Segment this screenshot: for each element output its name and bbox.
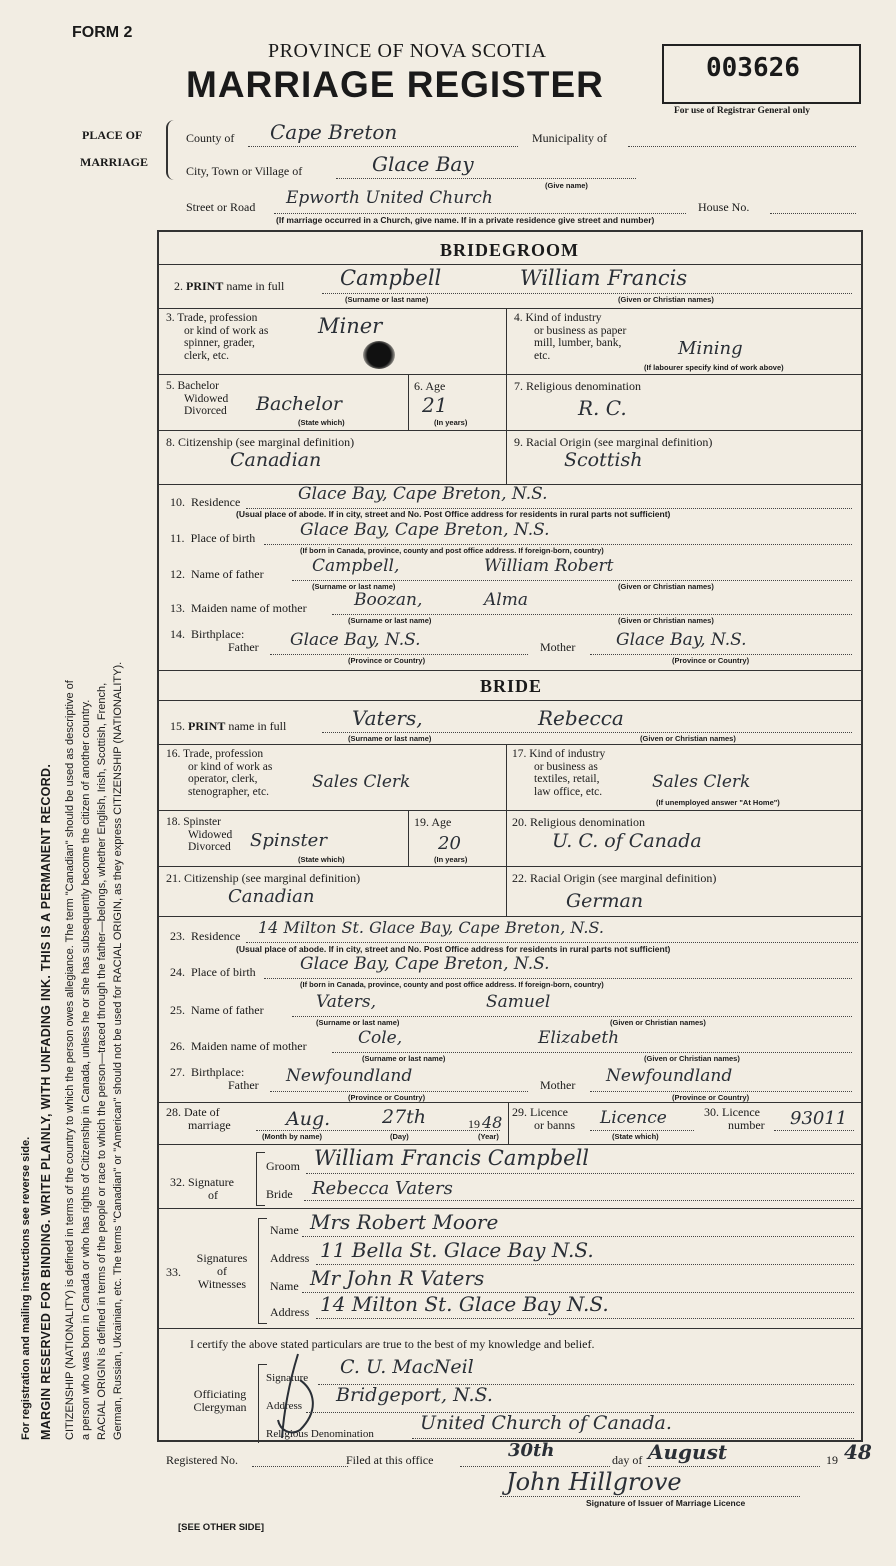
- groom-sign-label: Groom: [266, 1159, 300, 1173]
- groom-industry-caption: (If labourer specify kind of work above): [644, 363, 784, 372]
- groom-status-label: 5. Bachelor Widowed Divorced: [166, 380, 229, 417]
- bride-racial: German: [566, 890, 644, 912]
- signature-label: 32. Signature of: [170, 1175, 234, 1202]
- groom-given: William Francis: [520, 266, 688, 290]
- bride-given-caption: (Given or Christian names): [640, 734, 736, 743]
- marriage-month: Aug.: [286, 1108, 331, 1130]
- registered-label: Registered No.: [166, 1453, 238, 1467]
- groom-name-label: 2. PRINT name in full: [174, 279, 285, 293]
- groom-mother-surname: Boozan,: [354, 590, 423, 610]
- witness-label: Signatures of Witnesses: [196, 1251, 248, 1291]
- margin-line-1: For registration and mailing instructions see reverse side.: [20, 1136, 32, 1440]
- clergy-label: Officiating Clergyman: [193, 1387, 247, 1414]
- bride-given: Rebecca: [538, 706, 624, 730]
- bride-industry-label: 17. Kind of industry or business as textiles, retail, law office, etc.: [512, 748, 606, 798]
- marriage-year-prefix: 19: [468, 1117, 480, 1131]
- bridegroom-heading: BRIDEGROOM: [440, 240, 580, 260]
- clergy-address: Bridgeport, N.S.: [336, 1384, 493, 1406]
- groom-religion: R. C.: [578, 396, 627, 420]
- filed-day: 30th: [508, 1440, 555, 1461]
- bride-father-label: 25. Name of father: [170, 1003, 264, 1017]
- marriage-year: 48: [482, 1113, 503, 1132]
- w2-name: Mr John R Vaters: [310, 1266, 485, 1290]
- bride-citizenship-label: 21. Citizenship (see marginal definition): [166, 871, 361, 885]
- page-title: MARRIAGE REGISTER: [186, 64, 604, 105]
- see-other-side: [SEE OTHER SIDE]: [178, 1522, 265, 1533]
- groom-status: Bachelor: [256, 393, 343, 415]
- bride-name-label: 15. PRINT name in full: [170, 719, 287, 733]
- groom-father-label: 12. Name of father: [170, 567, 264, 581]
- date-label: 28. Date of marriage: [166, 1105, 231, 1132]
- groom-residence-label: 10. Residence: [170, 495, 241, 509]
- issuer-signature: John Hillgrove: [506, 1468, 682, 1496]
- street-caption: (If marriage occurred in a Church, give name. If in a private residence give street and number): [276, 215, 655, 225]
- bride-mother-surname-caption: (Surname or last name): [362, 1054, 446, 1063]
- groom-residence-caption: (Usual place of abode. If in city, street and No. Post Office address for residents in rural parts not sufficient): [236, 509, 671, 519]
- groom-age: 21: [422, 393, 448, 417]
- groom-racial: Scottish: [564, 449, 643, 471]
- bride-birthplace-caption: (If born in Canada, province, county and post office address. If foreign-born, country): [300, 980, 604, 989]
- licence-number-label: 30. Licence number: [704, 1105, 765, 1132]
- groom-citizenship: Canadian: [230, 449, 322, 471]
- place-of-label: PLACE OF: [82, 128, 143, 142]
- w2-address: 14 Milton St. Glace Bay N.S.: [320, 1292, 609, 1316]
- licence-label: 29. Licence or banns: [512, 1105, 575, 1132]
- county-label: County of: [186, 131, 235, 145]
- groom-trade-label: 3. Trade, profession or kind of work as spinner, grader, clerk, etc.: [166, 312, 269, 362]
- groom-racial-label: 9. Racial Origin (see marginal definition): [514, 435, 713, 449]
- groom-status-caption: (State which): [298, 418, 345, 427]
- bride-mother-given-caption: (Given or Christian names): [644, 1054, 740, 1063]
- bride-bp-mother-caption: (Province or Country): [672, 1093, 750, 1102]
- licence-caption: (State which): [612, 1132, 659, 1141]
- groom-father-given: William Robert: [484, 556, 614, 576]
- bride-signature: Rebecca Vaters: [312, 1178, 453, 1199]
- groom-mother-surname-caption: (Surname or last name): [348, 616, 432, 625]
- clergy-address-label: Address: [266, 1400, 303, 1412]
- day-caption: (Day): [390, 1132, 409, 1141]
- w1-address-label: Address: [270, 1251, 310, 1265]
- serial-number: 003626: [706, 53, 800, 83]
- bride-surname-caption: (Surname or last name): [348, 734, 432, 743]
- margin-instructions: [18, 240, 153, 1440]
- marriage-label: MARRIAGE: [80, 155, 148, 169]
- w1-name: Mrs Robert Moore: [310, 1210, 499, 1234]
- bride-sign-label: Bride: [266, 1187, 293, 1201]
- bride-surname: Vaters,: [352, 706, 423, 730]
- bride-age: 20: [438, 833, 461, 854]
- bride-mother-surname: Cole,: [358, 1028, 403, 1048]
- groom-father-given-caption: (Given or Christian names): [618, 582, 714, 591]
- bride-bp-mother-label: Mother: [540, 1078, 576, 1092]
- bride-status-label: 18. Spinster Widowed Divorced: [166, 816, 233, 853]
- bride-father-surname-caption: (Surname or last name): [316, 1018, 400, 1027]
- bride-age-label: 19. Age: [414, 815, 452, 829]
- groom-bp-mother: Glace Bay, N.S.: [616, 630, 747, 650]
- give-name-caption: (Give name): [545, 181, 588, 190]
- filed-label: Filed at this office: [346, 1453, 434, 1467]
- groom-birthplace: Glace Bay, Cape Breton, N.S.: [300, 520, 550, 540]
- groom-age-label: 6. Age: [414, 379, 446, 393]
- filed-year: 48: [844, 1440, 872, 1464]
- bride-status-caption: (State which): [298, 855, 345, 864]
- filed-month: August: [648, 1440, 728, 1464]
- w1-name-label: Name: [270, 1223, 299, 1237]
- groom-industry: Mining: [678, 338, 743, 359]
- bride-bp-mother: Newfoundland: [606, 1066, 733, 1086]
- clergy-signature-label: Signature: [266, 1372, 309, 1384]
- bride-residence: 14 Milton St. Glace Bay, Cape Breton, N.S.: [258, 918, 604, 937]
- month-caption: (Month by name): [262, 1132, 322, 1141]
- w2-name-label: Name: [270, 1279, 299, 1293]
- groom-birthplace-label: 11. Place of birth: [170, 531, 256, 545]
- bride-trade: Sales Clerk: [312, 772, 411, 792]
- bride-father-given: Samuel: [486, 992, 551, 1012]
- groom-bp-mother-label: Mother: [540, 640, 576, 654]
- bride-bp-label: 27. Birthplace:: [170, 1065, 245, 1079]
- filed-year-prefix: 19: [826, 1453, 838, 1467]
- margin-line-6: German, Russian, Ukrainian, etc. The terms "Canadian" or "American" should not be used for RACIAL ORIGIN, as they express CITIZENSHIP (NATIONALITY).: [112, 661, 124, 1440]
- bride-religion: U. C. of Canada: [552, 830, 702, 852]
- groom-citizenship-label: 8. Citizenship (see marginal definition): [166, 435, 355, 449]
- clergy-signature-scrawl: [270, 1350, 330, 1446]
- bride-residence-label: 23. Residence: [170, 929, 241, 943]
- w2-address-label: Address: [270, 1305, 310, 1319]
- clergy-denomination: United Church of Canada.: [420, 1412, 672, 1434]
- city-label: City, Town or Village of: [186, 164, 303, 178]
- bride-bp-father-caption: (Province or Country): [348, 1093, 426, 1102]
- groom-father-surname: Campbell,: [312, 556, 400, 576]
- groom-bp-mother-caption: (Province or Country): [672, 656, 750, 665]
- province-heading: PROVINCE OF NOVA SCOTIA: [268, 40, 547, 62]
- bride-trade-label: 16. Trade, profession or kind of work as operator, clerk, stenographer, etc.: [166, 748, 273, 798]
- licence-value: Licence: [600, 1108, 667, 1128]
- bride-birthplace-label: 24. Place of birth: [170, 965, 256, 979]
- groom-residence: Glace Bay, Cape Breton, N.S.: [298, 484, 548, 504]
- groom-religion-label: 7. Religious denomination: [514, 379, 641, 393]
- groom-signature: William Francis Campbell: [314, 1146, 590, 1170]
- groom-industry-label: 4. Kind of industry or business as paper mill, lumber, bank, etc.: [514, 312, 627, 362]
- clergy-denomination-label: Religious Denomination: [266, 1428, 374, 1440]
- bride-mother-label: 26. Maiden name of mother: [170, 1039, 307, 1053]
- groom-bp-father-caption: (Province or Country): [348, 656, 426, 665]
- year-caption: (Year): [478, 1132, 499, 1141]
- street-value: Epworth United Church: [286, 188, 493, 208]
- witness-number: 33.: [166, 1265, 181, 1279]
- registrar-note: For use of Registrar General only: [674, 106, 811, 116]
- municipality-label: Municipality of: [532, 131, 607, 145]
- w1-address: 11 Bella St. Glace Bay N.S.: [320, 1238, 594, 1262]
- street-label: Street or Road: [186, 200, 256, 214]
- form-number: FORM 2: [72, 24, 133, 41]
- marriage-day: 27th: [382, 1106, 427, 1128]
- margin-line-3: CITIZENSHIP (NATIONALITY) is defined in terms of the country to which the person owes allegiance. The term "Canadian" should be used as descriptive of: [64, 680, 76, 1440]
- house-no-label: House No.: [698, 200, 750, 214]
- bride-father-given-caption: (Given or Christian names): [610, 1018, 706, 1027]
- bride-citizenship: Canadian: [228, 886, 315, 907]
- bride-age-caption: (In years): [434, 855, 468, 864]
- groom-given-caption: (Given or Christian names): [618, 295, 714, 304]
- place-brace: [166, 120, 178, 180]
- margin-line-5: RACIAL ORIGIN is defined in terms of the people or race to which the person—traced through the father—belongs, whether English, Irish, Scottish, French,: [96, 682, 108, 1440]
- ink-blot: [363, 341, 395, 369]
- bride-mother-given: Elizabeth: [538, 1028, 620, 1048]
- bride-bp-father-label: Father: [228, 1078, 259, 1092]
- bride-bp-father: Newfoundland: [286, 1066, 413, 1086]
- bride-residence-caption: (Usual place of abode. If in city, street and No. Post Office address for residents in rural parts not sufficient): [236, 944, 671, 954]
- certify-statement: I certify the above stated particulars are true to the best of my knowledge and belief.: [190, 1337, 595, 1351]
- groom-bp-label: 14. Birthplace:: [170, 627, 245, 641]
- groom-birthplace-caption: (If born in Canada, province, county and post office address. If foreign-born, country): [300, 546, 604, 555]
- groom-trade: Miner: [318, 314, 383, 338]
- groom-mother-given: Alma: [484, 590, 528, 610]
- margin-line-4: a person who was born in Canada or who has rights of Citizenship in Canada, unless he or she has subsequently become the citizen of another country.: [80, 699, 92, 1440]
- groom-surname: Campbell: [340, 266, 442, 290]
- day-of-label: day of: [612, 1453, 643, 1467]
- clergy-signature: C. U. MacNeil: [340, 1356, 474, 1378]
- groom-age-caption: (In years): [434, 418, 468, 427]
- groom-mother-given-caption: (Given or Christian names): [618, 616, 714, 625]
- groom-father-surname-caption: (Surname or last name): [312, 582, 396, 591]
- margin-line-2: MARGIN RESERVED FOR BINDING. WRITE PLAINLY, WITH UNFADING INK. THIS IS A PERMANENT RECORD.: [39, 763, 53, 1440]
- groom-bp-father-label: Father: [228, 640, 259, 654]
- licence-number: 93011: [790, 1108, 848, 1129]
- city-value: Glace Bay: [372, 152, 474, 176]
- bride-racial-label: 22. Racial Origin (see marginal definition): [512, 871, 717, 885]
- county-value: Cape Breton: [270, 120, 398, 144]
- bride-status: Spinster: [250, 830, 327, 851]
- bride-heading: BRIDE: [480, 676, 543, 696]
- groom-mother-label: 13. Maiden name of mother: [170, 601, 307, 615]
- groom-surname-caption: (Surname or last name): [345, 295, 429, 304]
- bride-industry: Sales Clerk: [652, 772, 751, 792]
- bride-industry-caption: (If unemployed answer "At Home"): [656, 798, 780, 807]
- groom-bp-father: Glace Bay, N.S.: [290, 630, 421, 650]
- bride-religion-label: 20. Religious denomination: [512, 815, 645, 829]
- issuer-caption: Signature of Issuer of Marriage Licence: [586, 1498, 746, 1508]
- bride-father-surname: Vaters,: [316, 992, 376, 1012]
- bride-birthplace: Glace Bay, Cape Breton, N.S.: [300, 954, 550, 974]
